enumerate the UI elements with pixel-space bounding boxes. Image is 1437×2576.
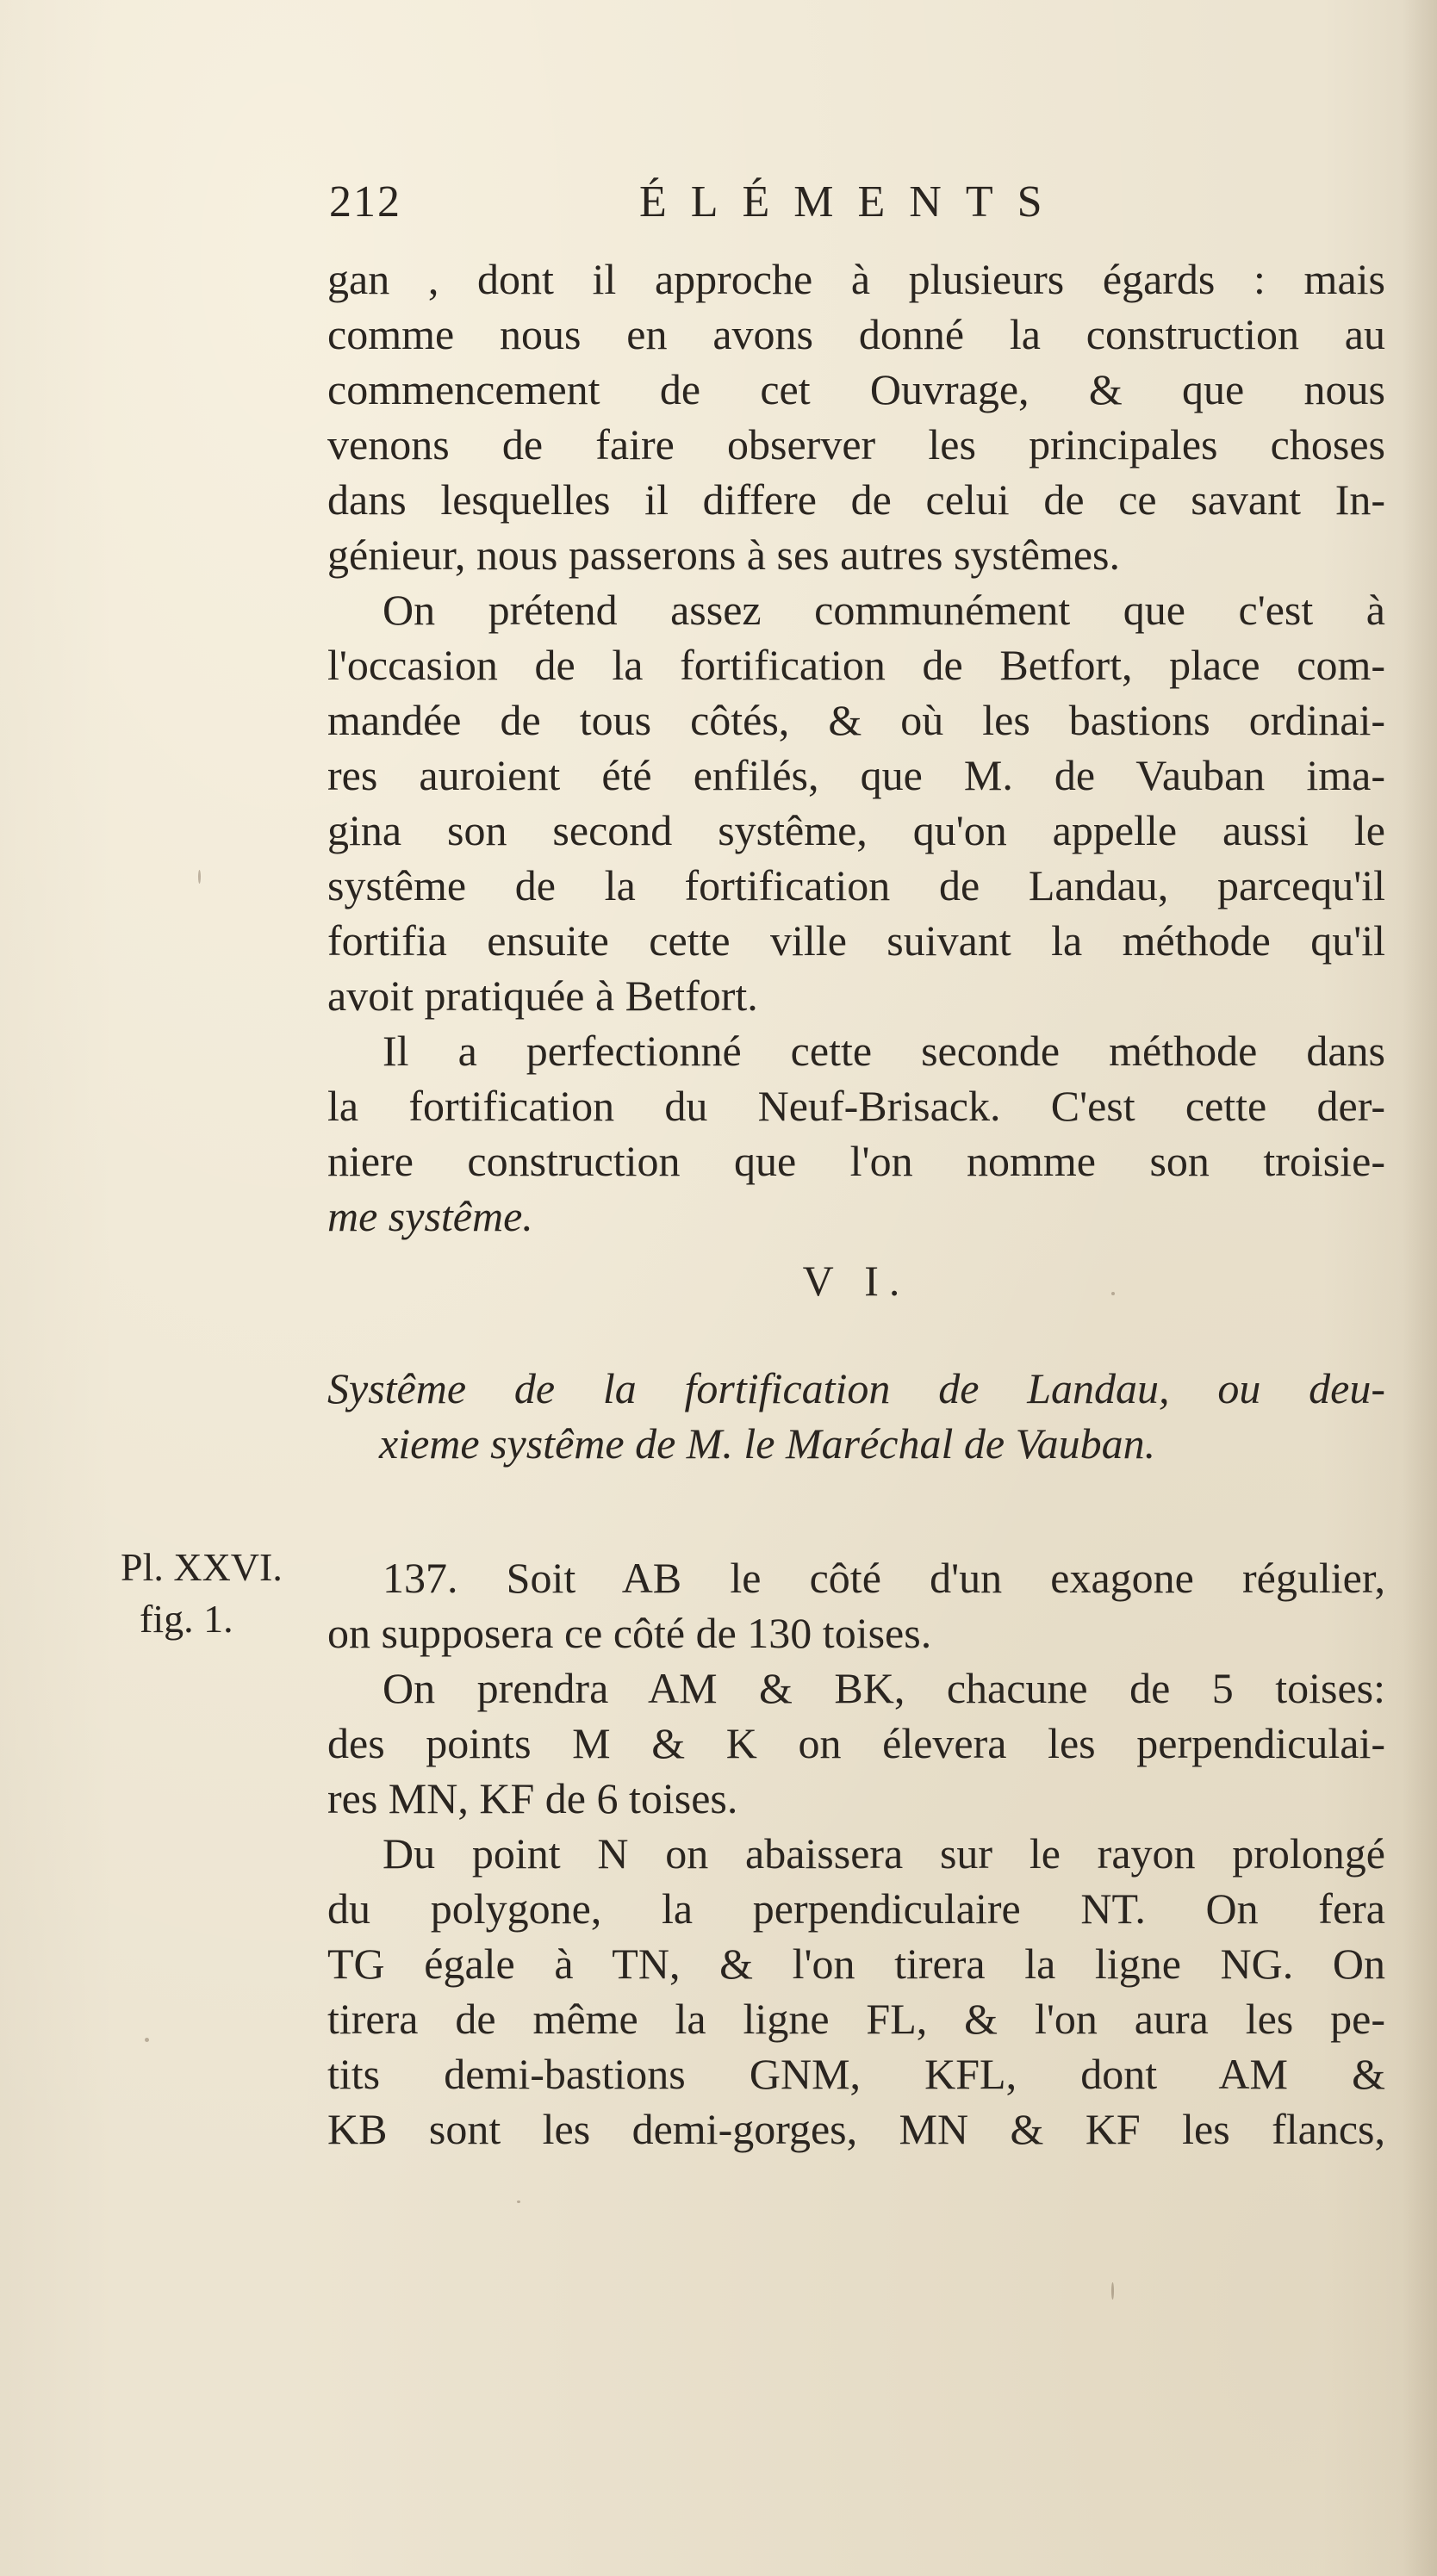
text-line: dans lesquelles il differe de celui de ce savant In- <box>327 475 1385 524</box>
text-line: comme nous en avons donné la construction au <box>327 310 1385 358</box>
text-line: du polygone, la perpendiculaire NT. On fera <box>327 1884 1385 1933</box>
text-line: mandée de tous côtés, & où les bastions ordinai- <box>327 696 1385 744</box>
text-line: commencement de cet Ouvrage, & que nous <box>327 365 1385 413</box>
page-number: 212 <box>329 177 401 227</box>
page-edge-shadow <box>1403 0 1437 2576</box>
paragraph-6 <box>327 1826 1385 2157</box>
paper-speck <box>1111 2282 1114 2300</box>
running-header <box>329 177 1070 237</box>
text-block-lower <box>327 1550 1385 2157</box>
text-line: avoit pratiquée à Betfort. <box>327 971 758 1020</box>
section-number: V I. <box>802 1257 911 1305</box>
section-title-line: xieme systême de M. le Maréchal de Vauban. <box>379 1419 1156 1468</box>
paper-speck <box>517 2200 520 2203</box>
text-line: gan , dont il approche à plusieurs égards : mais <box>327 255 1385 303</box>
text-line: l'occasion de la fortification de Betfort, place com- <box>327 641 1385 689</box>
section-title-line: Systême de la fortification de Landau, ou deu- <box>327 1364 1385 1412</box>
text-line: 137. Soit AB le côté d'un exagone régulier, <box>383 1554 1385 1602</box>
paragraph-3 <box>327 1023 1385 1244</box>
paragraph-4 <box>327 1550 1385 1660</box>
text-line: TG égale à TN, & l'on tirera la ligne NG. On <box>327 1940 1385 1988</box>
text-line: la fortification du Neuf-Brisack. C'est cette der- <box>327 1082 1385 1130</box>
margin-note-plate: Pl. XXVI. <box>121 1545 283 1589</box>
paragraph-5 <box>327 1660 1385 1826</box>
margin-note-figure: fig. 1. <box>140 1597 233 1641</box>
text-line: Du point N on abaissera sur le rayon prolongé <box>383 1829 1385 1878</box>
paragraph-1 <box>327 251 1385 582</box>
paper-speck <box>145 2038 149 2042</box>
text-line: res auroient été enfilés, que M. de Vauban ima- <box>327 751 1385 799</box>
text-line: niere construction que l'on nomme son troisie- <box>327 1137 1385 1185</box>
section-title <box>327 1361 1385 1471</box>
text-block-upper <box>327 251 1385 1311</box>
text-line: fortifia ensuite cette ville suivant la méthode qu'il <box>327 916 1385 965</box>
text-line: on supposera ce côté de 130 toises. <box>327 1609 932 1657</box>
text-line: KB sont les demi-gorges, MN & KF les flancs, <box>327 2105 1385 2153</box>
text-line: venons de faire observer les principales choses <box>327 420 1385 469</box>
text-line: génieur, nous passerons à ses autres systêmes. <box>327 531 1121 579</box>
paper-speck <box>1111 1292 1115 1295</box>
text-line: me systême. <box>327 1192 533 1240</box>
text-line: systême de la fortification de Landau, parcequ'il <box>327 861 1385 909</box>
text-line: On prétend assez communément que c'est à <box>383 586 1385 634</box>
text-line: des points M & K on élevera les perpendiculai- <box>327 1719 1385 1767</box>
text-line: tits demi-bastions GNM, KFL, dont AM & <box>327 2050 1385 2098</box>
paper-speck <box>198 870 201 884</box>
text-line: On prendra AM & BK, chacune de 5 toises: <box>383 1664 1385 1712</box>
text-line: res MN, KF de 6 toises. <box>327 1774 738 1822</box>
text-line: tirera de même la ligne FL, & l'on aura les pe- <box>327 1995 1385 2043</box>
running-title: ÉLÉMENTS <box>639 177 1067 227</box>
paragraph-2 <box>327 582 1385 1023</box>
margin-note-plate-reference <box>121 1542 283 1645</box>
text-line: gina son second systême, qu'on appelle aussi le <box>327 806 1385 854</box>
text-line: Il a perfectionné cette seconde méthode dans <box>383 1027 1385 1075</box>
